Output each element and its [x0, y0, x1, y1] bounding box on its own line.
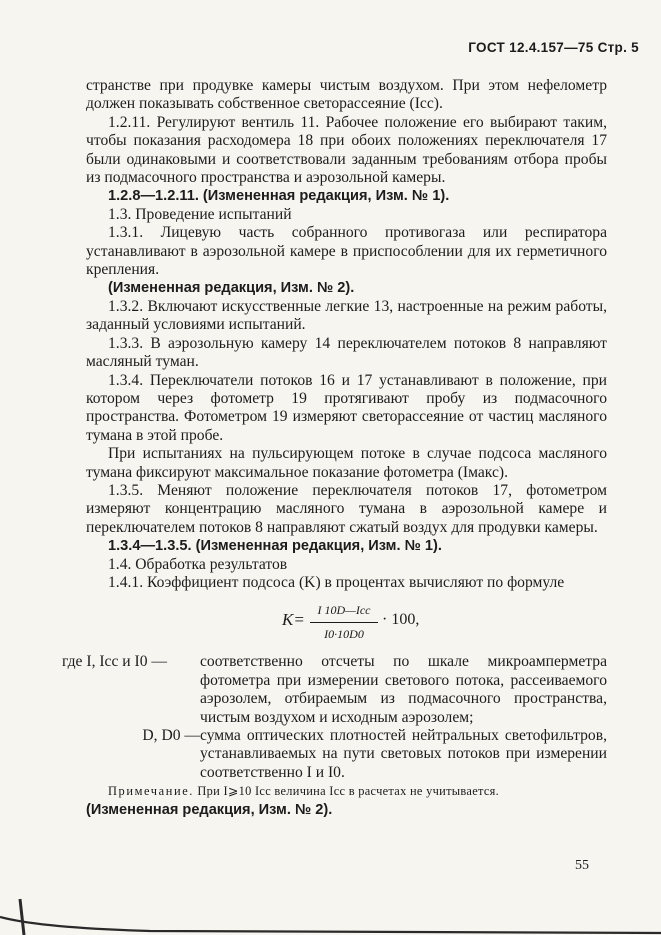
page-number: 55: [575, 858, 589, 873]
note-text: При I⩾10 Iсс величина Iсс в расчетах не учитывается.: [197, 784, 500, 799]
definition-item: [62, 653, 607, 727]
paragraph-1-4-1: 1.4.1. Коэффициент подсоса (K) в процентах вычисляют по формуле: [108, 573, 565, 591]
binding-edge-mark: [0, 895, 661, 935]
document-body: [62, 77, 607, 819]
note-label: Примечание.: [108, 784, 194, 799]
formula-lhs: K=: [282, 610, 305, 630]
paragraph-1-3-1: 1.3.1. Лицевую часть собранного противогаза или респиратора устанавливают в аэрозольной камере в приспособлении для их герметичного крепления.: [86, 224, 607, 279]
note: [86, 782, 607, 800]
formula-denominator: I0·10D0: [324, 626, 364, 641]
paragraph-pulsating-flow: При испытаниях на пульсирующем потоке в случае подсоса масляного тумана фиксируют максимальное показание фотометра (Iмакс).: [86, 445, 607, 481]
paragraph-1-3-5: 1.3.5. Меняют положение переключателя потоков 17, фотометром измеряют концентрацию масляного тумана в аэрозольной камере и переключателем потоков 8 направляют сжатый воздух для продувки камеры.: [86, 481, 607, 536]
paragraph-continuation: странстве при продувке камеры чистым воздухом. При этом нефелометр должен показывать собственное светорассеяние (Iсс).: [86, 77, 607, 113]
definitions-list: [62, 653, 607, 782]
definition-desc: соответственно отсчеты по шкале микроамперметра фотометра при измерении светового потока, рассеиваемого аэрозолем, отбираемым из подмасочного пространства, чистым воздухом и исходным аэрозолем;: [200, 653, 607, 726]
revision-note-1: 1.2.8—1.2.11. (Измененная редакция, Изм. № 1).: [108, 188, 450, 205]
revision-note-3: 1.3.4—1.3.5. (Измененная редакция, Изм. № 1).: [108, 538, 442, 555]
formula-rhs: · 100,: [382, 611, 420, 629]
revision-note-2: (Измененная редакция, Изм. № 2).: [108, 280, 355, 297]
paragraph-1-3-2: 1.3.2. Включают искусственные легкие 13, настроенные на режим работы, заданный условиями испытаний.: [86, 297, 607, 334]
paragraph-1-2-11: 1.2.11. Регулируют вентиль 11. Рабочее положение его выбирают таким, чтобы показания расходомера 18 при обоих положениях переключателя 17 были одинаковыми и соответствовали заданным требованиям отбора пробы из подмасочного пространства и аэрозольной камеры.: [86, 113, 607, 187]
paragraph-1-3-4: 1.3.4. Переключатели потоков 16 и 17 устанавливают в положение, при котором через фотометр 19 протягивают пробу из подмасочного пространства. Фотометром 19 измеряют светорассеяние от частиц масляного тумана в этой пробе.: [86, 371, 607, 444]
formula-k: [86, 601, 607, 641]
page-header: ГОСТ 12.4.157—75 Стр. 5: [468, 40, 639, 55]
formula-fraction: [310, 601, 378, 643]
section-heading-1-3: 1.3. Проведение испытаний: [108, 205, 292, 223]
section-heading-1-4: 1.4. Обработка результатов: [108, 555, 288, 573]
definition-desc: сумма оптических плотностей нейтральных светофильтров, устанавливаемых на пути световых потоков при измерении соответственно I и I0.: [200, 727, 607, 781]
revision-note-final: (Измененная редакция, Изм. № 2).: [86, 801, 333, 818]
definition-term: где I, Iсс и I0 —: [62, 653, 168, 671]
definition-item: [86, 727, 607, 782]
definition-term: D, D0 —: [142, 727, 200, 744]
paragraph-1-3-3: 1.3.3. В аэрозольную камеру 14 переключателем потоков 8 направляют масляный туман.: [86, 334, 607, 371]
formula-numerator: I 10D—Iсс: [310, 601, 378, 622]
